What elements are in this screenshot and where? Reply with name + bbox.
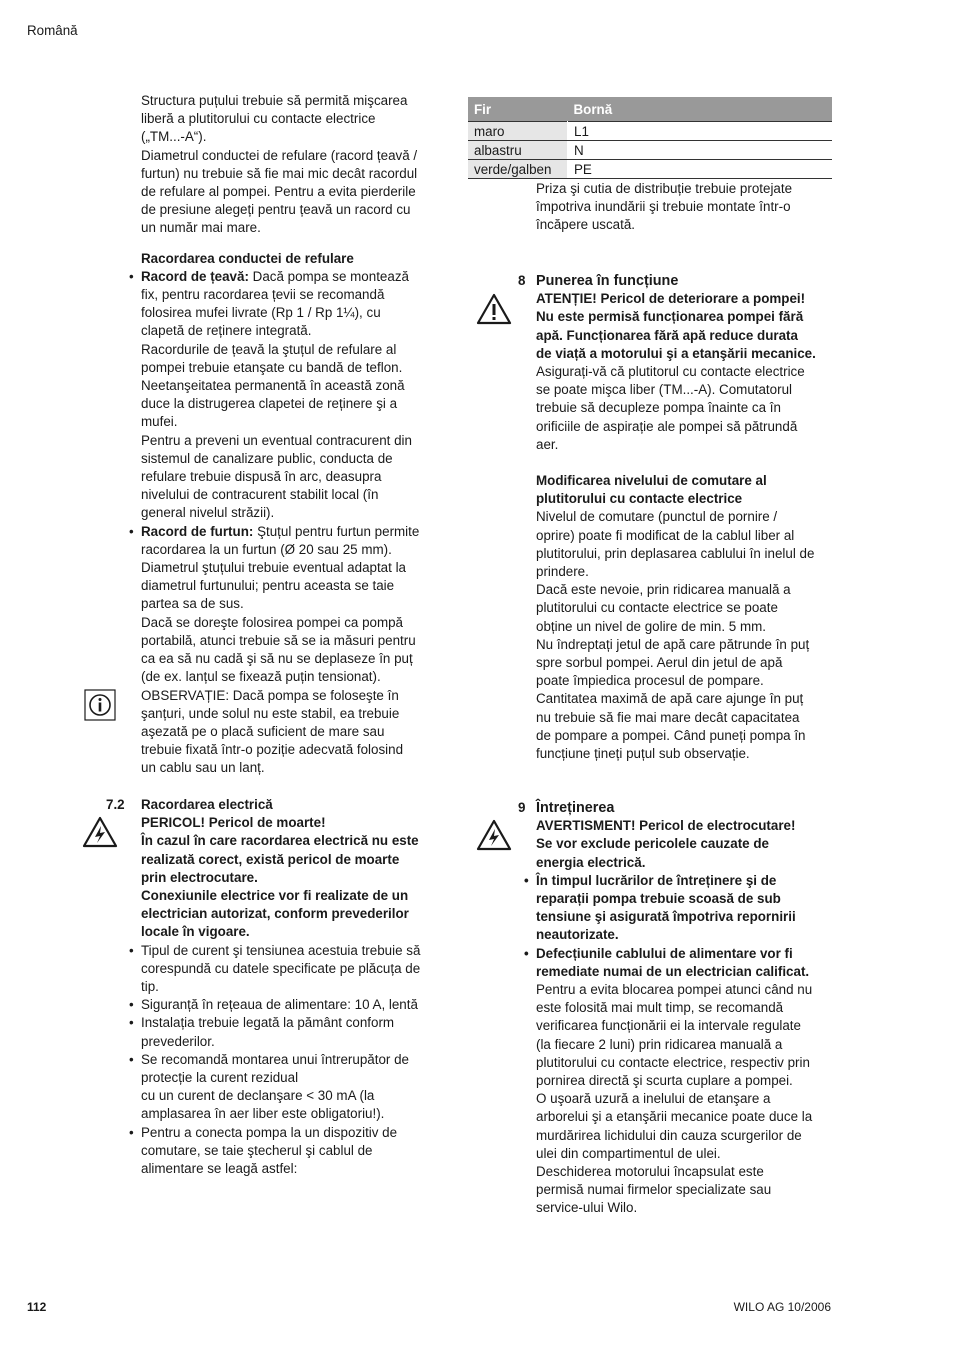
- danger-warning: PERICOL! Pericol de moarte! În cazul în care racordarea electrică nu este realizată corect, există pericol de moarte prin electrocutare. Conexiunile electrice vor fi realizate de un electrician autorizat, conform prevederilor locale în vigoare.: [141, 815, 419, 940]
- bullet-item: • Tipul de curent şi tensiunea acestuia trebuie să corespundă cu datele specificate pe plăcuța de tip.: [129, 942, 421, 995]
- section-9: Întreținerea AVERTISMENT! Pericol de electrocutare! Se vor exclude pericolele cauzate de energia electrică. • În timpul lucrărilor de întreținere şi de reparații pompa trebuie scoasă de sub tensiune şi asigurată împotriva repornirii neautorizate. • Defecțiunile cablului de alimentare vor fi remediate numai de un electrician calificat. Pentru a evita blocarea pompei atunci când nu este folosită mai mult timp, se recomandă verificarea funcționării ei la intervale regulate (la fiecare 2 luni) prin ridicarea manuală a plutitorului cu contacte electrice, respectiv prin pornirea directă şi scurta cuplare a pompei. O uşoară uzură a inelului de etanşare a arborelui şi a etanşării mecanice poate duce la murdărirea lichidului din cauza scurgerilor de ulei din compartimentul de ulei. Deschiderea motorului încapsulat este permisă numai firmelor specializate sau service-ului Wilo.: [536, 799, 836, 1218]
- page-number: 112: [27, 1300, 47, 1314]
- wire-table: [468, 97, 832, 179]
- electrocution-warning: AVERTISMENT! Pericol de electrocutare! Se vor exclude pericolele cauzate de energia electrică.: [536, 818, 796, 870]
- footer-company: WILO AG 10/2006: [733, 1300, 831, 1314]
- electrical-hazard-icon: [476, 819, 512, 851]
- bullet-item: • În timpul lucrărilor de întreținere şi de reparații pompa trebuie scoasă de sub tensiune şi asigurată împotriva repornirii neautorizate.: [524, 872, 796, 943]
- subheading: Modificarea nivelului de comutare al: [536, 473, 767, 489]
- section-7-2: [129, 796, 441, 1178]
- section-number: 9: [518, 800, 526, 815]
- bullet-item: • Se recomandă montarea unui întrerupător de protecție la curent rezidual cu un curent de declanşare < 30 mA (la amplasarea în aer liber este obligatoriu!).: [129, 1051, 409, 1122]
- section-title: Punerea în funcțiune: [536, 273, 679, 289]
- note-text: OBSERVAȚIE: Dacă pompa se foloseşte în şanțuri, unde solul nu este stabil, ea trebuie aşezată pe o placă suficient de mare sau trebuie fixată într-o poziție adecvată folosind un cablu sau un lanț.: [141, 687, 404, 776]
- bullet-item: • Instalația trebuie legată la pământ conform prevederilor.: [129, 1015, 395, 1049]
- bullet-item: • Pentru a conecta pompa la un dispozitiv de comutare, se taie ştecherul şi cablul de alimentare se leagă astfel:: [129, 1124, 398, 1177]
- bullet-item: • Siguranță în rețeaua de alimentare: 10 A, lentă: [129, 997, 418, 1013]
- caution-warning: ATENȚIE! Pericol de deteriorare a pompei! Nu este permisă funcționarea pompei fără apă. Funcționarea fără apă reduce durata de viață a motorului şi a etanşării mecanice.: [536, 291, 816, 361]
- bullet-item: • Racord de furtun: Ştuțul pentru furtun permite racordarea la un furtun (Ø 20 sau 25 mm). Diametrul ştuțului trebuie eventual adaptat la diametrul furtunului; pentru aceasta se taie partea sa de sus. Dacă se doreşte folosirea pompei ca pompă portabilă, atunci trebuie să se ia măsuri pentru ca ea să nu cadă şi să nu se deplaseze în puț (de ex. lanțul se fixează puțin tensionat).: [129, 523, 420, 685]
- table-note: Priza şi cutia de distribuție trebuie protejate împotriva inundării şi trebuie montate într-o încăpere uscată.: [536, 181, 793, 233]
- section-8: Punerea în funcțiune ATENȚIE! Pericol de deteriorare a pompei! Nu este permisă funcționarea pompei fără apă. Funcționarea fără apă reduce durata de viață a motorului şi a etanşării mecanice. Asigurați-vă că plutitorul cu contacte electrice se poate mişca liber (TM...-A). Comutatorul trebuie să decupleze pompa înainte ca în orificiile de aspirație ale pompei să pătrundă aer. Modificarea nivelului de comutare al plutitorului cu contacte electrice Nivelul de comutare (punctul de pornire / oprire) poate fi modificat de la cablul liber al plutitorului, prin deplasarea cablului în inelul de prindere. Dacă este nevoie, prin ridicarea manuală a plutitorului cu contacte electrice se poate obține un nivel de golire de min. 5 mm. Nu îndreptați jetul de apă care pătrunde în puț spre sorbul pompei. Aerul din jetul de apă poate împiedica procesul de pompare. Cantitatea maximă de apă care ajunge în puț nu trebuie să fie mai mare decât capacitatea de pompare a pompei. Când puneți pompa în funcțiune țineți puțul sub observație.: [536, 272, 836, 763]
- section-number: 8: [518, 273, 526, 288]
- electrical-hazard-icon: [82, 816, 118, 848]
- section-title: Racordarea electrică: [141, 797, 273, 812]
- warning-icon: [476, 293, 512, 325]
- subheading: Racordarea conductei de refulare: [141, 250, 354, 266]
- left-column: [129, 92, 441, 778]
- language-label: Română: [27, 23, 78, 38]
- bullet-item: • Racord de țeavă: Dacă pompa se montează fix, pentru racordarea țevii se recomandă folosirea mufei livrate (Rp 1 / Rp 1¼), cu clapetă de reținere integrată. Racordurile de țeavă la ştuțul de refulare al pompei trebuie etanşate cu bandă de teflon. Neetanşeitatea permanentă în această zonă duce la distrugerea clapetei de reținere şi a mufei. Pentru a preveni un eventual contracurent din sistemul de canalizare public, conducta de refulare trebuie dispusă în arc, deasupra nivelului de contracurent stabilit local (în general nivelul străzii).: [129, 268, 412, 521]
- info-icon: [84, 689, 116, 721]
- section-title: Întreținerea: [536, 800, 615, 816]
- table-row: maro L1: [468, 122, 832, 141]
- table-row: albastru N: [468, 141, 832, 160]
- section-number: 7.2: [106, 797, 125, 812]
- table-header: Bornă: [568, 97, 833, 122]
- intro-paragraph: Structura puțului trebuie să permită mişcarea liberă a plutitorului cu contacte electrice („TM...-A“). Diametrul conductei de refulare (racord țeavă / furtun) nu trebuie să fie mai mic decât racordul de refulare al pompei. Pentru a evita pierderile de presiune alegeți pentru țeavă un racord cu un număr mai mare.: [141, 93, 418, 236]
- table-row: verde/galben PE: [468, 160, 832, 179]
- bullet-item: • Defecțiunile cablului de alimentare vor fi remediate numai de un electrician calificat.: [524, 945, 810, 979]
- table-header: Fir: [468, 97, 568, 122]
